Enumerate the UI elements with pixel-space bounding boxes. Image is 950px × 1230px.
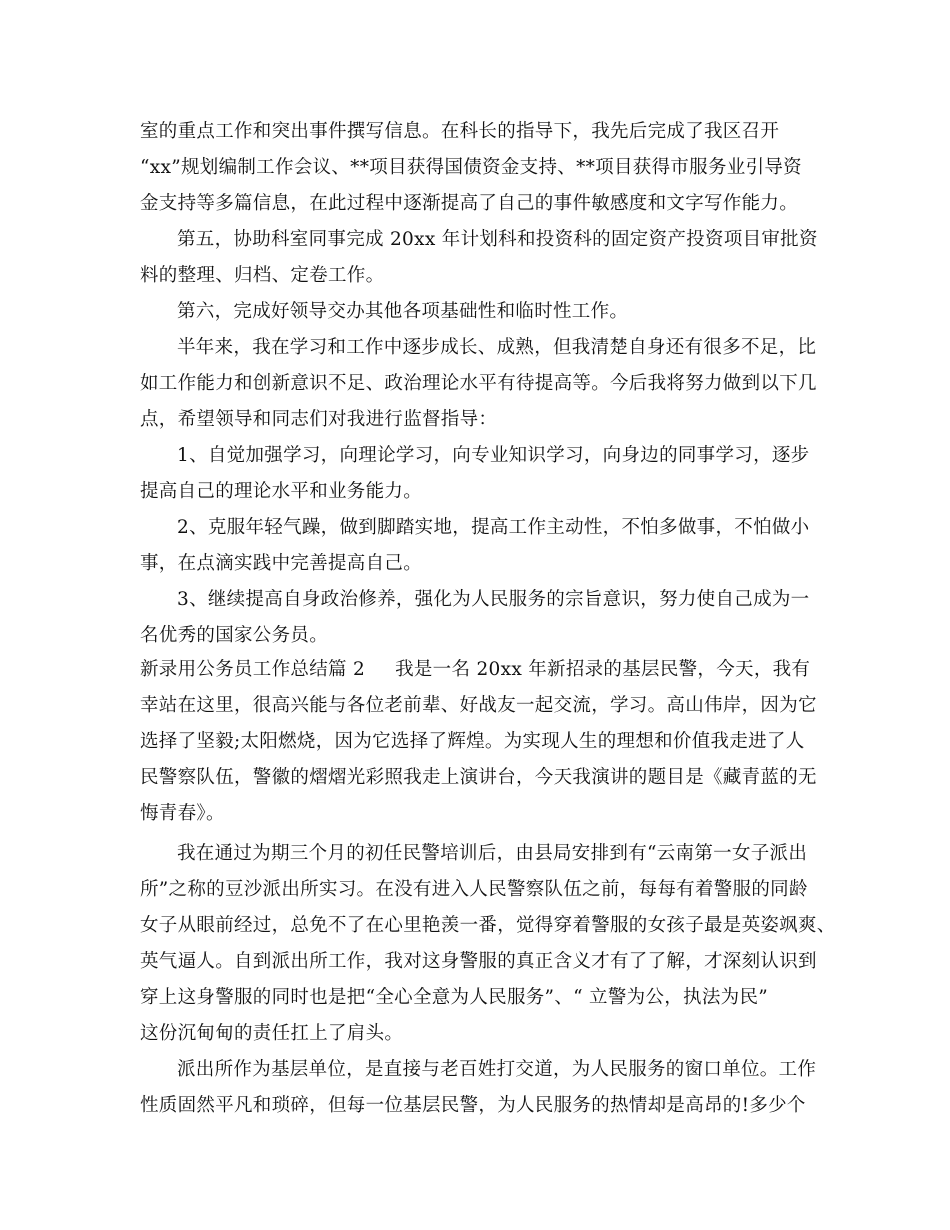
- paragraph-line: 我在通过为期三个月的初任民警培训后，由县局安排到有“云南第一女子派出: [177, 843, 808, 864]
- paragraph-line: 这份沉甸甸的责任扛上了肩头。: [140, 1023, 404, 1044]
- paragraph-line: 女子从眼前经过，总免不了在心里艳羡一番，觉得穿着警服的女孩子最是英姿飒爽、: [140, 915, 836, 936]
- paragraph-line: 如工作能力和创新意识不足、政治理论水平有待提高等。今后我将努力做到以下几: [140, 373, 817, 394]
- paragraph-line: 点，希望领导和同志们对我进行监督指导：: [140, 409, 498, 430]
- section-first-sentence: 我是一名 20xx 年新招录的基层民警，今天，我有: [395, 659, 811, 680]
- paragraph-line: 室的重点工作和突出事件撰写信息。在科长的指导下，我先后完成了我区召开: [140, 121, 780, 142]
- list-item-line: 名优秀的国家公务员。: [140, 625, 329, 646]
- paragraph-line: 金支持等多篇信息，在此过程中逐渐提高了自己的事件敏感度和文字写作能力。: [140, 193, 799, 214]
- paragraph-line: 所”之称的豆沙派出所实习。在没有进入人民警察队伍之前，每每有着警服的同龄: [140, 879, 808, 900]
- paragraph-line: 英气逼人。自到派出所工作，我对这身警服的真正含义才有了了解，才深刻认识到: [140, 951, 817, 972]
- list-item-line: 2、克服年轻气躁，做到脚踏实地，提高工作主动性，不怕多做事，不怕做小: [177, 517, 810, 538]
- list-item-line: 事，在点滴实践中完善提高自己。: [140, 553, 423, 574]
- paragraph-line: 幸站在这里，很高兴能与各位老前辈、好战友一起交流，学习。高山伟岸，因为它: [140, 695, 817, 716]
- paragraph-line: 料的整理、归档、定卷工作。: [140, 265, 385, 286]
- list-item-line: 1、自觉加强学习，向理论学习，向专业知识学习，向身边的同事学习，逐步: [177, 445, 810, 466]
- paragraph-line: 第六，完成好领导交办其他各项基础性和临时性工作。: [177, 301, 629, 322]
- paragraph-line: 半年来，我在学习和工作中逐步成长、成熟，但我清楚自身还有很多不足，比: [177, 337, 817, 358]
- list-item-line: 3、继续提高自身政治修养，强化为人民服务的宗旨意识，努力使自己成为一: [177, 589, 810, 610]
- paragraph-line: 性质固然平凡和琐碎，但每一位基层民警，为人民服务的热情却是高昂的!多少个: [140, 1095, 806, 1116]
- list-item-line: 提高自己的理论水平和业务能力。: [140, 481, 423, 502]
- section-heading-line: [140, 658, 810, 682]
- paragraph-line: 民警察队伍，警徽的熠熠光彩照我走上演讲台，今天我演讲的题目是《藏青蓝的无: [140, 767, 817, 788]
- paragraph-line: “xx”规划编制工作会议、**项目获得国债资金支持、**项目获得市服务业引导资: [140, 157, 802, 178]
- paragraph-line: 穿上这身警服的同时也是把“全心全意为人民服务”、“ 立警为公，执法为民”: [140, 987, 769, 1008]
- paragraph-line: 悔青春》。: [140, 803, 225, 824]
- paragraph-line: 派出所作为基层单位，是直接与老百姓打交道，为人民服务的窗口单位。工作: [177, 1059, 817, 1080]
- paragraph-line: 第五，协助科室同事完成 20xx 年计划科和投资科的固定资产投资项目审批资: [177, 229, 818, 250]
- paragraph-line: 选择了坚毅;太阳燃烧，因为它选择了辉煌。为实现人生的理想和价值我走进了人: [140, 731, 805, 752]
- section-heading: 新录用公务员工作总结篇 2: [140, 659, 366, 680]
